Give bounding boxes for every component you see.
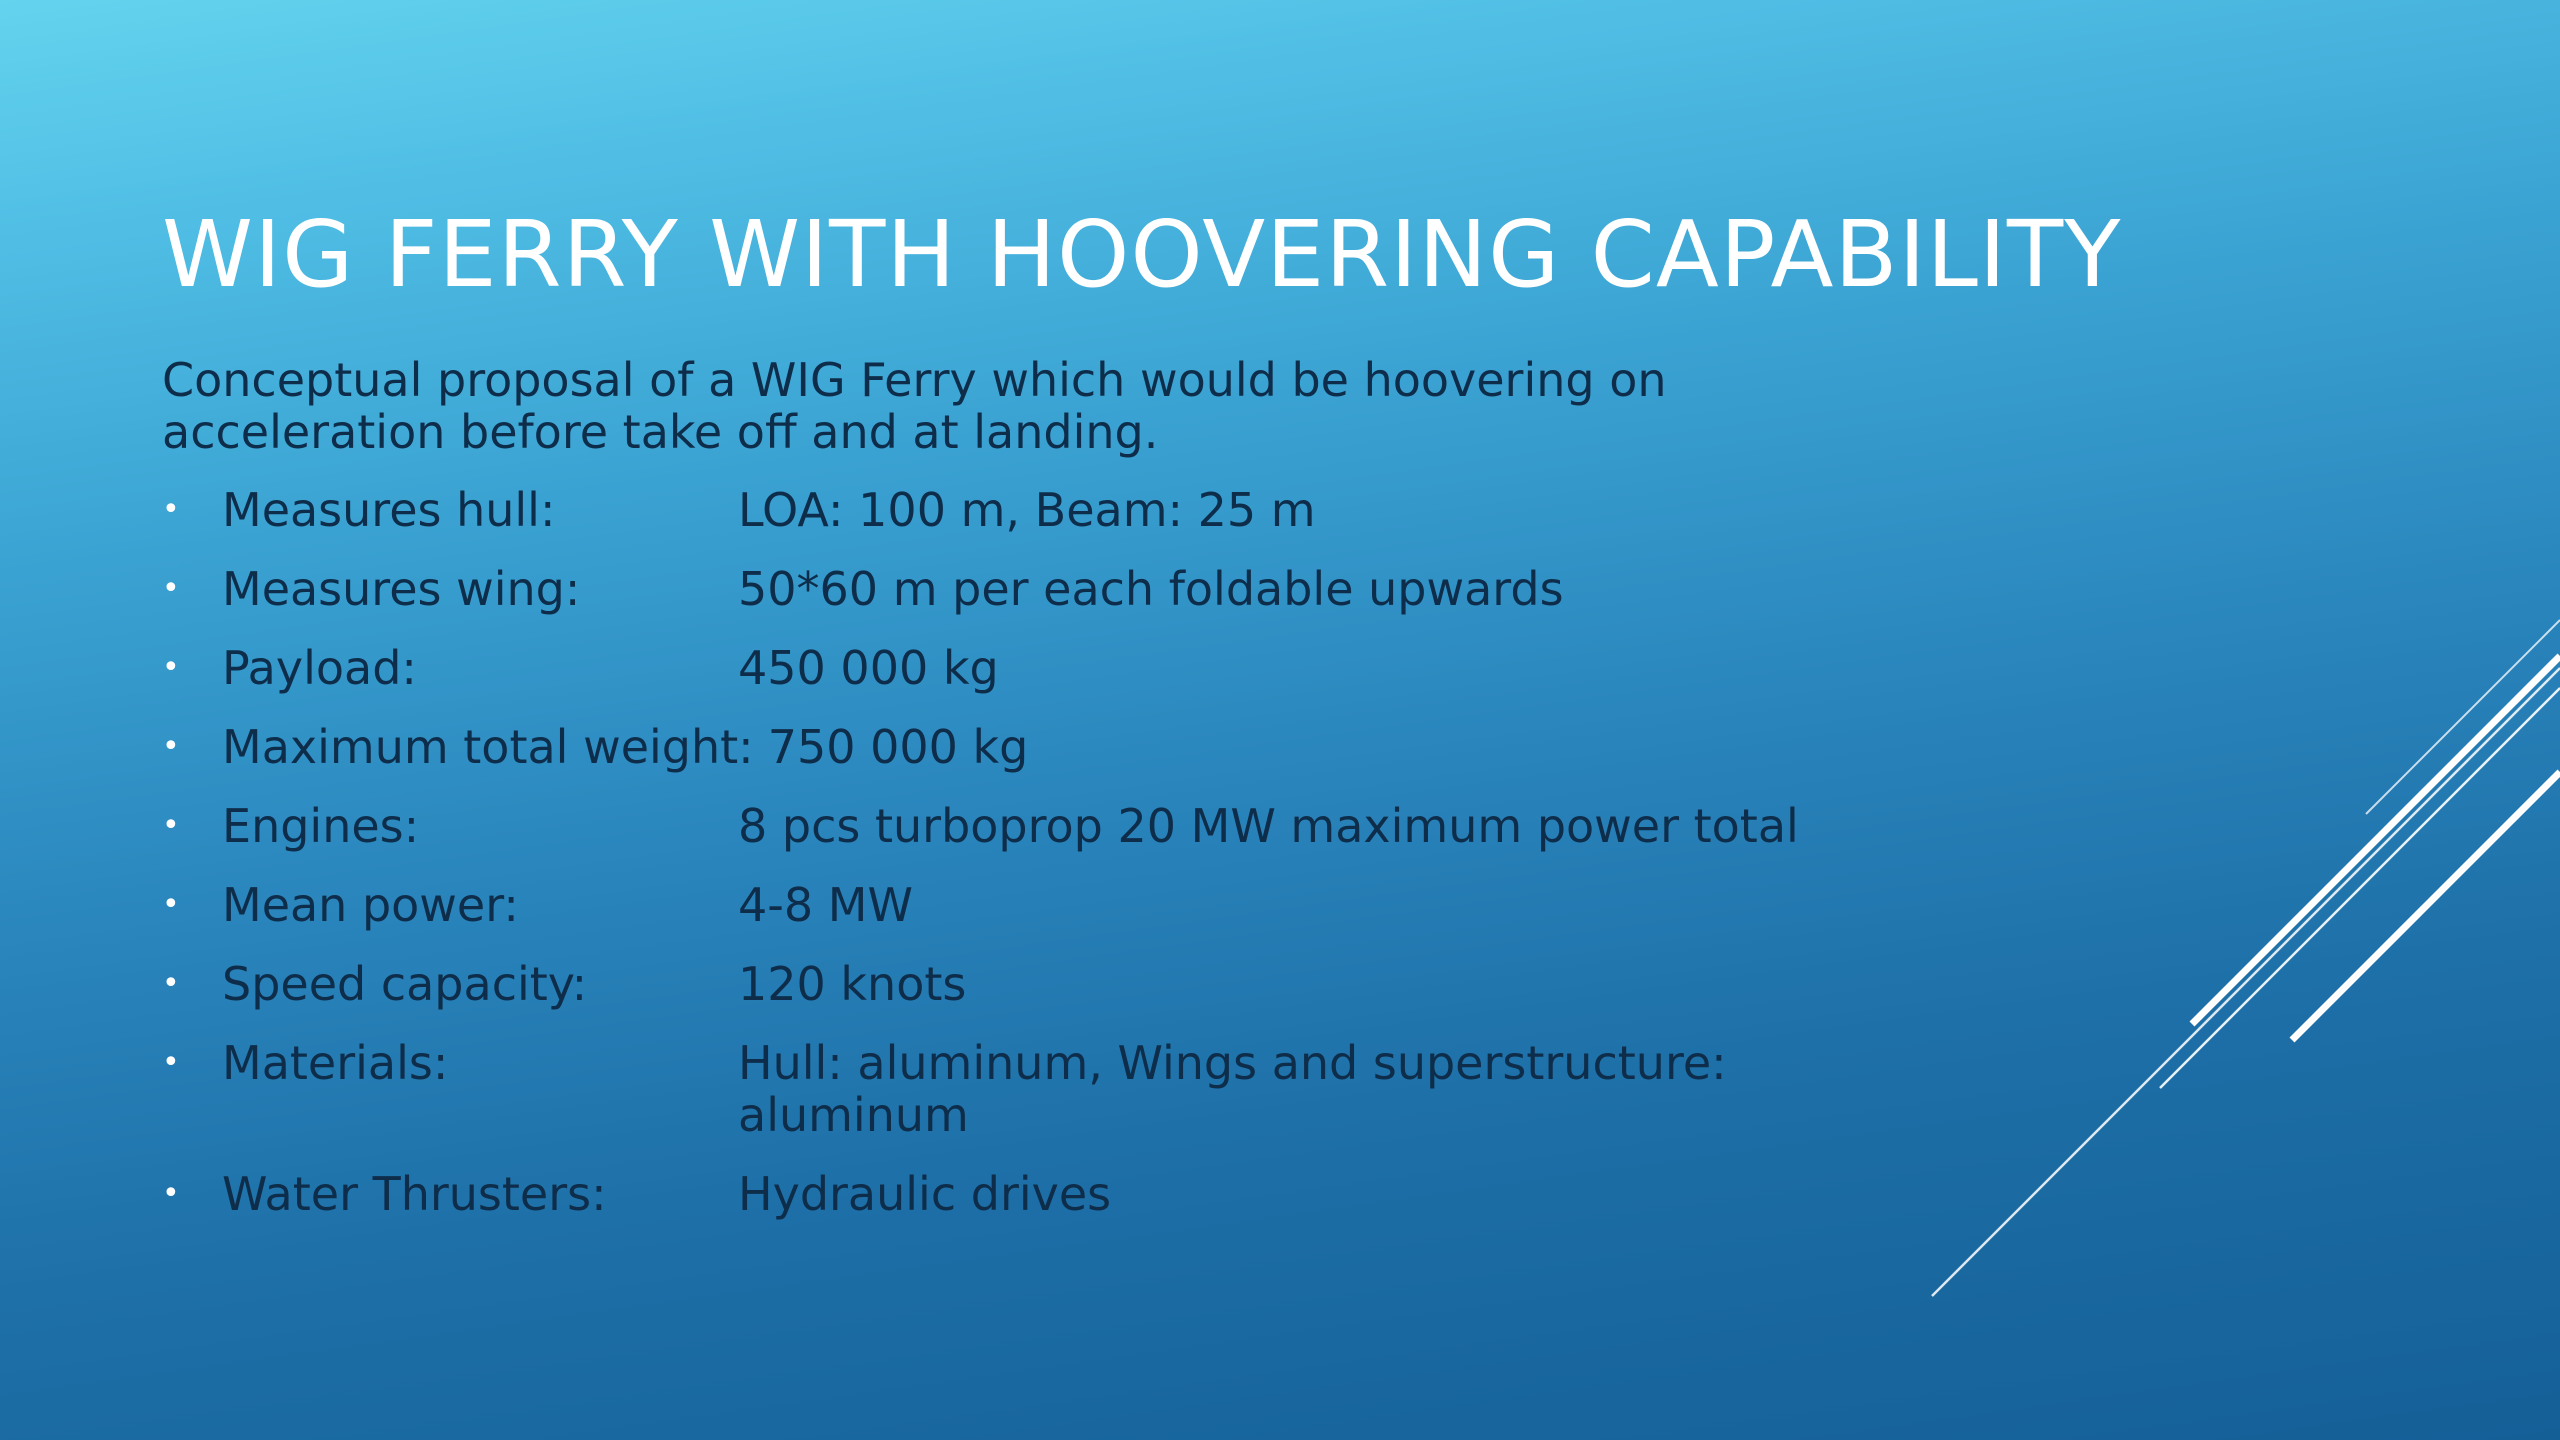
spec-value: 750 000 kg xyxy=(767,720,1029,774)
bullet-icon: • xyxy=(162,887,180,922)
spec-label: Materials: xyxy=(222,1036,449,1090)
diagonal-line-thick-2 xyxy=(2292,772,2560,1040)
spec-value: 450 000 kg xyxy=(738,641,999,695)
spec-label: Payload: xyxy=(222,641,417,695)
spec-item-measures-wing xyxy=(162,563,1922,615)
intro-paragraph: Conceptual proposal of a WIG Ferry which would be hoovering on acceleration before take off and at landing. xyxy=(162,353,1667,459)
spec-item-payload xyxy=(162,642,1922,694)
spec-item-materials xyxy=(162,1037,1922,1141)
spec-value: Hydraulic drives xyxy=(738,1167,1112,1221)
diagonal-line-thick-1 xyxy=(2192,656,2560,1024)
bullet-icon: • xyxy=(162,1045,180,1080)
bullet-icon: • xyxy=(162,729,180,764)
spec-label: Engines: xyxy=(222,799,420,853)
diagonal-line-long xyxy=(1932,668,2560,1296)
spec-label: Measures wing: xyxy=(222,562,581,616)
spec-label: Maximum total weight: xyxy=(222,720,754,774)
spec-value: 50*60 m per each foldable upwards xyxy=(738,562,1564,616)
spec-list xyxy=(162,484,1922,1247)
spec-item-maximum-total-weight xyxy=(162,721,1922,773)
spec-item-measures-hull xyxy=(162,484,1922,536)
diagonal-line-thin-1 xyxy=(2160,688,2560,1088)
spec-label: Measures hull: xyxy=(222,483,556,537)
bullet-icon: • xyxy=(162,966,180,1001)
spec-label: Mean power: xyxy=(222,878,519,932)
bullet-icon: • xyxy=(162,650,180,685)
spec-item-mean-power xyxy=(162,879,1922,931)
spec-value: 4-8 MW xyxy=(738,878,913,932)
bullet-icon: • xyxy=(162,1176,180,1211)
spec-value: 8 pcs turboprop 20 MW maximum power total xyxy=(738,799,1799,853)
bullet-icon: • xyxy=(162,571,180,606)
spec-item-speed-capacity xyxy=(162,958,1922,1010)
slide-title: WIG FERRY WITH HOOVERING CAPABILITY xyxy=(162,201,2122,308)
spec-value: 120 knots xyxy=(738,957,967,1011)
spec-value: LOA: 100 m, Beam: 25 m xyxy=(738,483,1316,537)
bullet-icon: • xyxy=(162,808,180,843)
spec-value: Hull: aluminum, Wings and superstructure: aluminum xyxy=(738,1036,1727,1142)
spec-label: Speed capacity: xyxy=(222,957,588,1011)
spec-label: Water Thrusters: xyxy=(222,1167,607,1221)
spec-item-water-thrusters xyxy=(162,1168,1922,1220)
bullet-icon: • xyxy=(162,492,180,527)
spec-item-engines xyxy=(162,800,1922,852)
